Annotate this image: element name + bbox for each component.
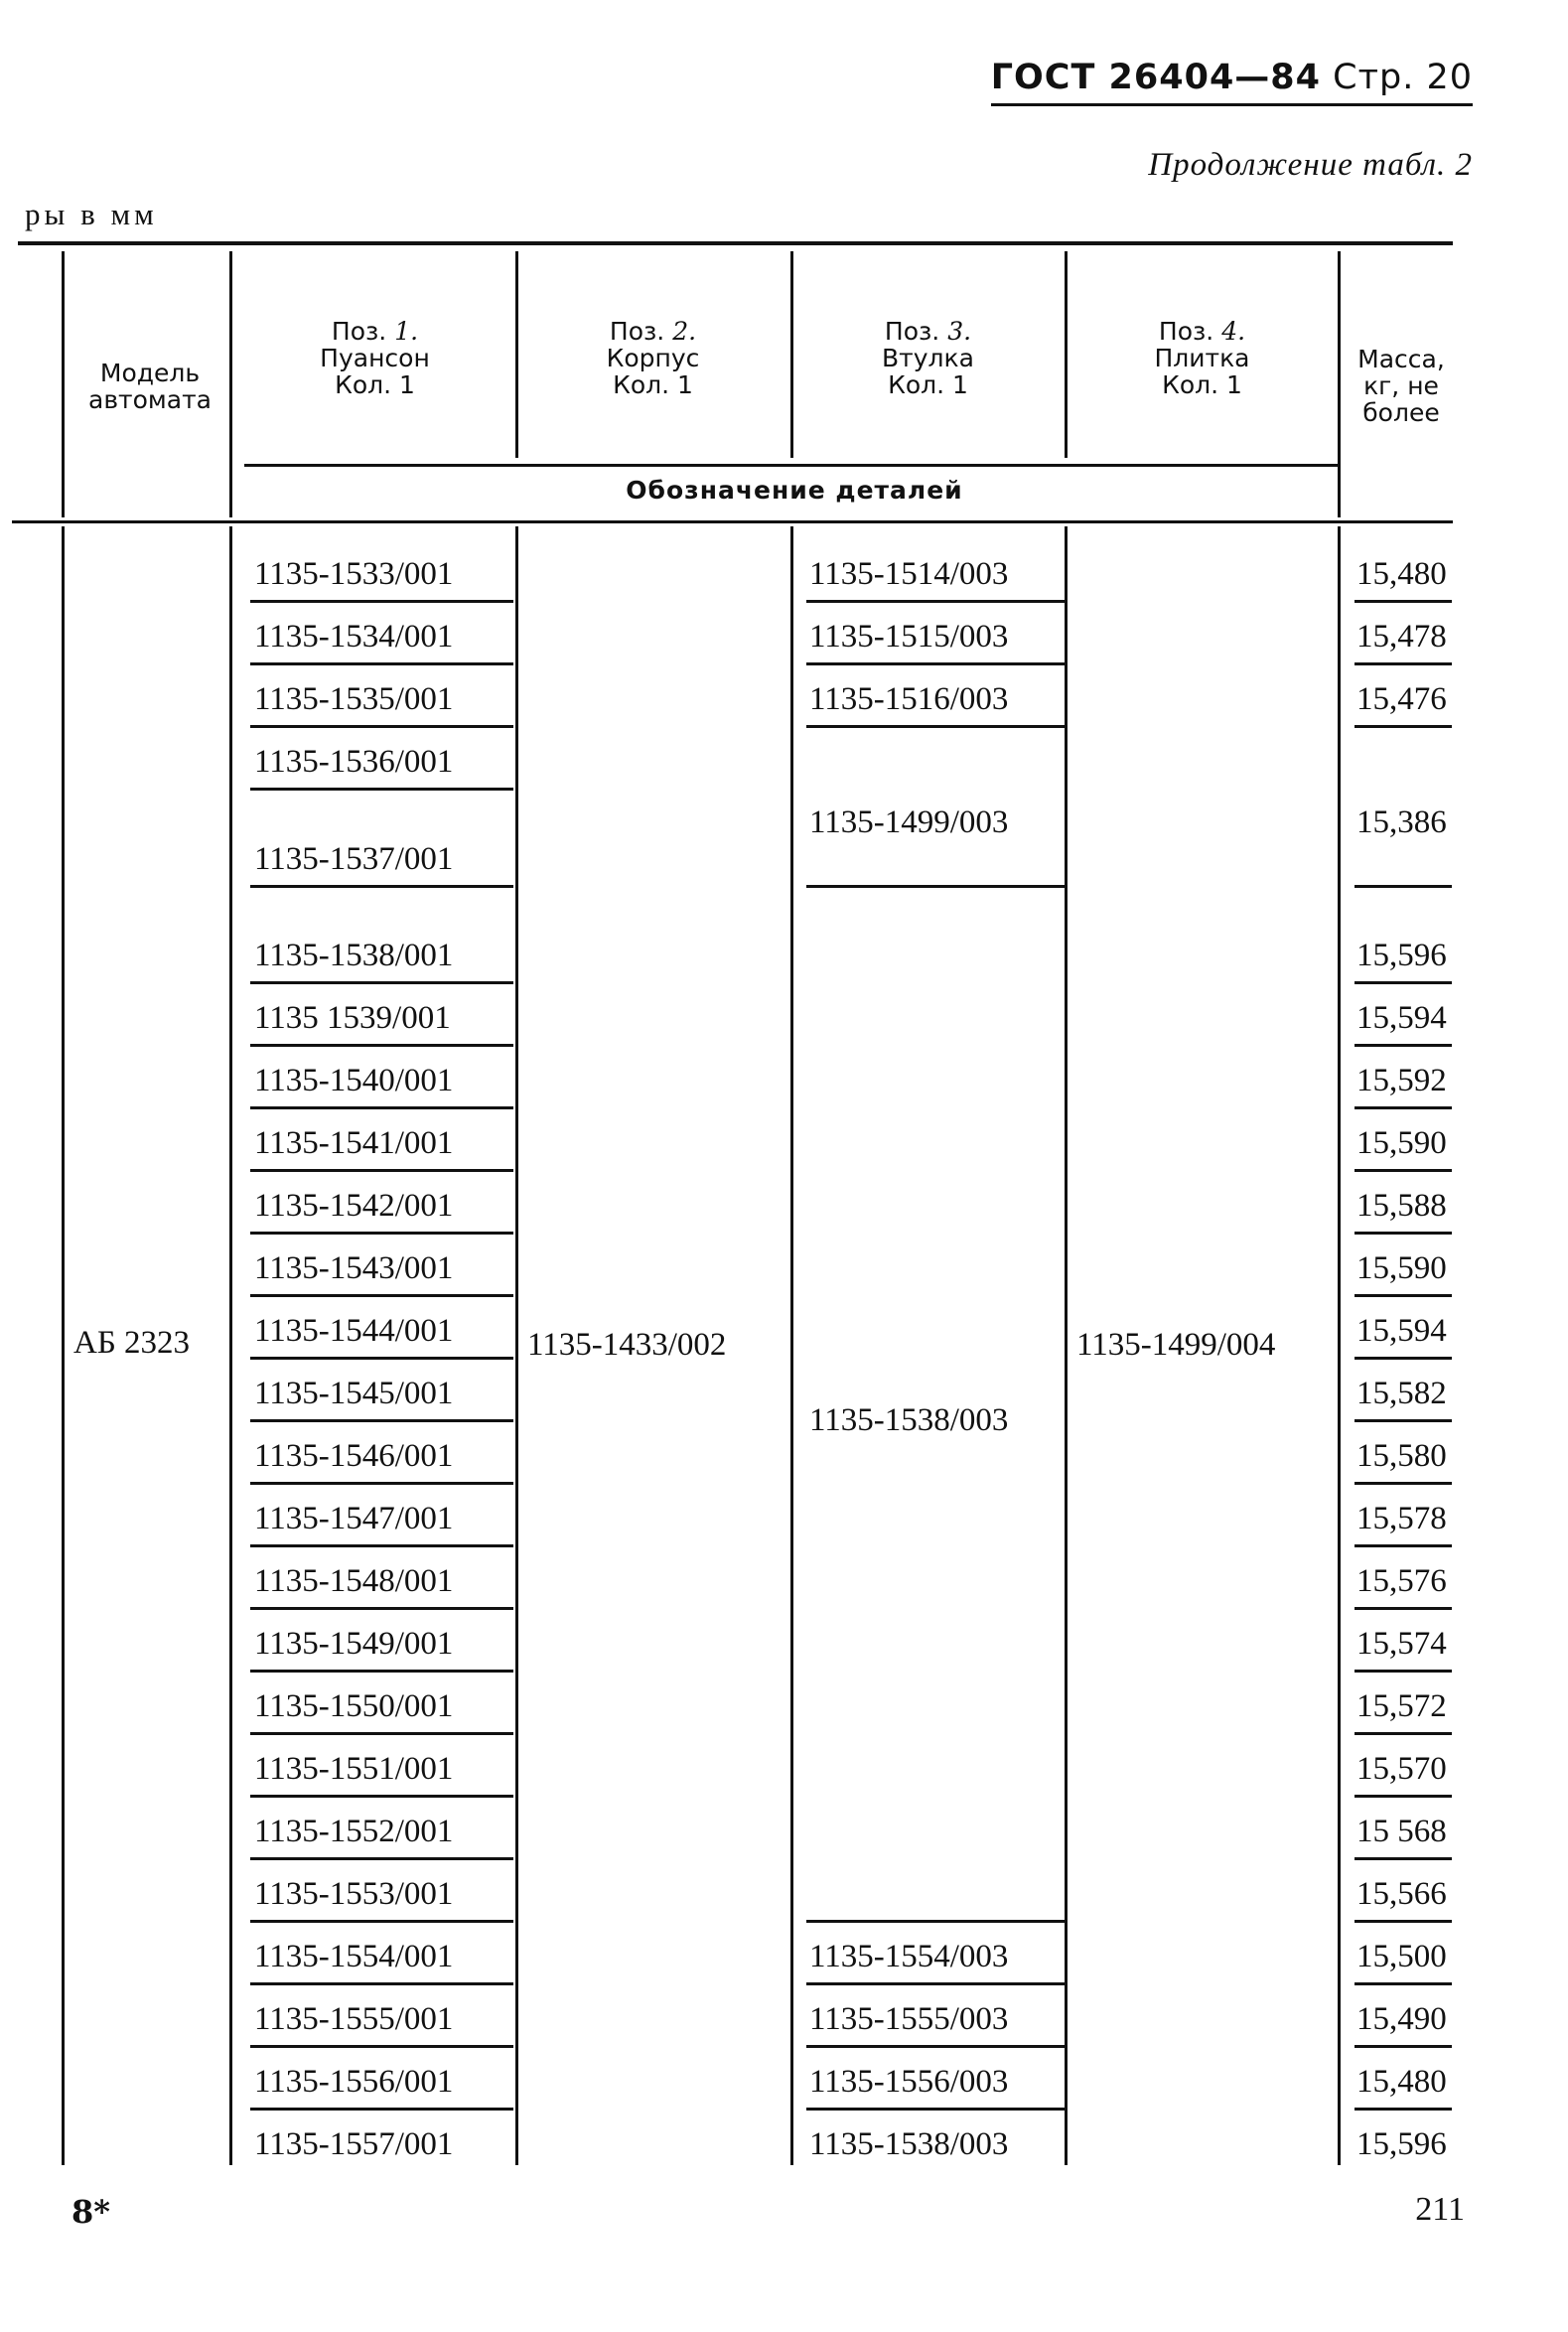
col-divider (515, 251, 518, 458)
punch-cell: 1135-1553/001 (254, 1876, 454, 1912)
row-rule (250, 2045, 513, 2048)
mass-cell: 15,576 (1356, 1563, 1447, 1599)
col-header-mass: Масса, кг, не более (1357, 345, 1445, 427)
row-rule (250, 1732, 513, 1735)
bushing-cell: 1135-1554/003 (809, 1939, 1009, 1974)
row-rule (806, 2045, 1067, 2048)
col-header-pos2: Поз. 2. Корпус Кол. 1 (606, 317, 700, 399)
row-rule (1354, 1732, 1452, 1735)
punch-cell: 1135 1539/001 (254, 1000, 451, 1036)
row-rule (250, 1169, 513, 1172)
row-rule (250, 600, 513, 603)
row-rule (1354, 1982, 1452, 1985)
col-header-model: Модель автомата (88, 359, 212, 414)
row-rule (1354, 1419, 1452, 1422)
row-rule (1354, 2108, 1452, 2111)
row-rule (250, 981, 513, 984)
punch-cell: 1135-1533/001 (254, 556, 454, 592)
mass-cell: 15,596 (1356, 2126, 1447, 2162)
punch-cell: 1135-1537/001 (254, 841, 454, 877)
punch-cell: 1135-1547/001 (254, 1501, 454, 1536)
row-rule (806, 885, 1067, 888)
col-header-pos4: Поз. 4. Плитка Кол. 1 (1154, 317, 1250, 399)
row-rule (250, 2108, 513, 2111)
row-rule (250, 1294, 513, 1297)
row-rule (1354, 725, 1452, 728)
mass-cell: 15,566 (1356, 1876, 1447, 1912)
mass-cell: 15 568 (1356, 1814, 1447, 1849)
mass-cell: 15,572 (1356, 1688, 1447, 1724)
mass-cell: 15,574 (1356, 1626, 1447, 1662)
punch-cell: 1135-1534/001 (254, 619, 454, 655)
punch-cell: 1135-1538/001 (254, 938, 454, 973)
table-continuation-label: Продолжение табл. 2 (1148, 147, 1473, 183)
document-header (991, 58, 1473, 106)
col-header-pos1: Поз. 1. Пуансон Кол. 1 (320, 317, 430, 399)
mass-cell: 15,480 (1356, 2064, 1447, 2100)
row-rule (250, 1482, 513, 1485)
bushing-cell: 1135-1514/003 (809, 556, 1009, 592)
row-rule (250, 725, 513, 728)
row-rule (1354, 1795, 1452, 1798)
row-rule (250, 1670, 513, 1673)
punch-cell: 1135-1546/001 (254, 1438, 454, 1474)
row-rule (1354, 662, 1452, 665)
row-rule (1354, 2045, 1452, 2048)
row-rule (806, 662, 1067, 665)
punch-cell: 1135-1548/001 (254, 1563, 454, 1599)
table-top-rule (18, 241, 1453, 245)
row-rule (806, 1982, 1067, 1985)
row-rule (250, 885, 513, 888)
row-rule (1354, 1482, 1452, 1485)
punch-cell: 1135-1549/001 (254, 1626, 454, 1662)
punch-cell: 1135-1556/001 (254, 2064, 454, 2100)
row-rule (806, 2108, 1067, 2111)
korpus-value: 1135-1433/002 (527, 1327, 727, 1363)
row-rule (1354, 1920, 1452, 1923)
mass-cell: 15,588 (1356, 1188, 1447, 1224)
mass-cell: 15,594 (1356, 1000, 1447, 1036)
row-rule (1354, 981, 1452, 984)
col-divider (1338, 526, 1341, 2165)
row-rule (1354, 1294, 1452, 1297)
plitka-value: 1135-1499/004 (1076, 1327, 1276, 1363)
row-rule (1354, 1607, 1452, 1610)
mass-cell: 15,596 (1356, 938, 1447, 973)
row-rule (250, 1357, 513, 1360)
bushing-cell: 1135-1499/003 (809, 804, 1009, 840)
row-rule (250, 1795, 513, 1798)
mass-cell: 15,590 (1356, 1250, 1447, 1286)
mass-cell: 15,580 (1356, 1438, 1447, 1474)
row-rule (250, 788, 513, 791)
punch-cell: 1135-1555/001 (254, 2001, 454, 2037)
mass-cell: 15,578 (1356, 1501, 1447, 1536)
col-divider (229, 526, 232, 2165)
mass-cell: 15,570 (1356, 1751, 1447, 1787)
bushing-cell: 1135-1515/003 (809, 619, 1009, 655)
row-rule (1354, 1044, 1452, 1047)
row-rule (1354, 1544, 1452, 1547)
row-rule (1354, 1106, 1452, 1109)
page-number: 211 (1415, 2191, 1465, 2228)
punch-cell: 1135-1536/001 (254, 744, 454, 780)
row-rule (1354, 1857, 1452, 1860)
bushing-cell: 1135-1538/003 (809, 1402, 1009, 1438)
row-rule (250, 1419, 513, 1422)
punch-cell: 1135-1554/001 (254, 1939, 454, 1974)
mass-cell: 15,386 (1356, 804, 1447, 840)
header-bottom-rule (12, 520, 1453, 523)
mass-cell: 15,592 (1356, 1063, 1447, 1098)
mass-cell: 15,500 (1356, 1939, 1447, 1974)
punch-cell: 1135-1551/001 (254, 1751, 454, 1787)
row-rule (1354, 600, 1452, 603)
col-divider (62, 526, 65, 2165)
row-rule (806, 1920, 1067, 1923)
designation-rule (244, 464, 1341, 467)
mass-cell: 15,490 (1356, 2001, 1447, 2037)
punch-cell: 1135-1543/001 (254, 1250, 454, 1286)
row-rule (250, 1920, 513, 1923)
row-rule (250, 1982, 513, 1985)
col-divider (62, 251, 65, 517)
punch-cell: 1135-1552/001 (254, 1814, 454, 1849)
punch-cell: 1135-1542/001 (254, 1188, 454, 1224)
row-rule (1354, 1232, 1452, 1235)
punch-cell: 1135-1541/001 (254, 1125, 454, 1161)
col-divider (1065, 251, 1068, 458)
bushing-cell: 1135-1555/003 (809, 2001, 1009, 2037)
col-header-pos3: Поз. 3. Втулка Кол. 1 (882, 317, 974, 399)
row-rule (1354, 1670, 1452, 1673)
col-divider (790, 251, 793, 458)
punch-cell: 1135-1557/001 (254, 2126, 454, 2162)
row-rule (250, 1607, 513, 1610)
row-rule (806, 725, 1067, 728)
designation-label: Обозначение деталей (626, 476, 963, 505)
bushing-cell: 1135-1538/003 (809, 2126, 1009, 2162)
row-rule (250, 1232, 513, 1235)
bushing-cell: 1135-1516/003 (809, 681, 1009, 717)
footer-mark: 8* (71, 2193, 110, 2231)
punch-cell: 1135-1544/001 (254, 1313, 454, 1349)
row-rule (250, 1044, 513, 1047)
punch-cell: 1135-1545/001 (254, 1376, 454, 1411)
units-note: ры в мм (25, 197, 158, 231)
row-rule (250, 662, 513, 665)
row-rule (1354, 885, 1452, 888)
row-rule (806, 600, 1067, 603)
model-value: АБ 2323 (73, 1325, 191, 1361)
col-divider (229, 251, 232, 517)
bushing-cell: 1135-1556/003 (809, 2064, 1009, 2100)
row-rule (250, 1544, 513, 1547)
row-rule (250, 1106, 513, 1109)
page-label: Стр. 20 (1333, 58, 1473, 97)
punch-cell: 1135-1550/001 (254, 1688, 454, 1724)
punch-cell: 1135-1540/001 (254, 1063, 454, 1098)
col-divider (515, 526, 518, 2165)
row-rule (1354, 1169, 1452, 1172)
punch-cell: 1135-1535/001 (254, 681, 454, 717)
row-rule (250, 1857, 513, 1860)
mass-cell: 15,590 (1356, 1125, 1447, 1161)
mass-cell: 15,594 (1356, 1313, 1447, 1349)
mass-cell: 15,478 (1356, 619, 1447, 655)
mass-cell: 15,476 (1356, 681, 1447, 717)
col-divider (1338, 251, 1341, 517)
row-rule (1354, 1357, 1452, 1360)
standard-code: ГОСТ 26404—84 (990, 58, 1322, 97)
mass-cell: 15,582 (1356, 1376, 1447, 1411)
mass-cell: 15,480 (1356, 556, 1447, 592)
col-divider (790, 526, 793, 2165)
